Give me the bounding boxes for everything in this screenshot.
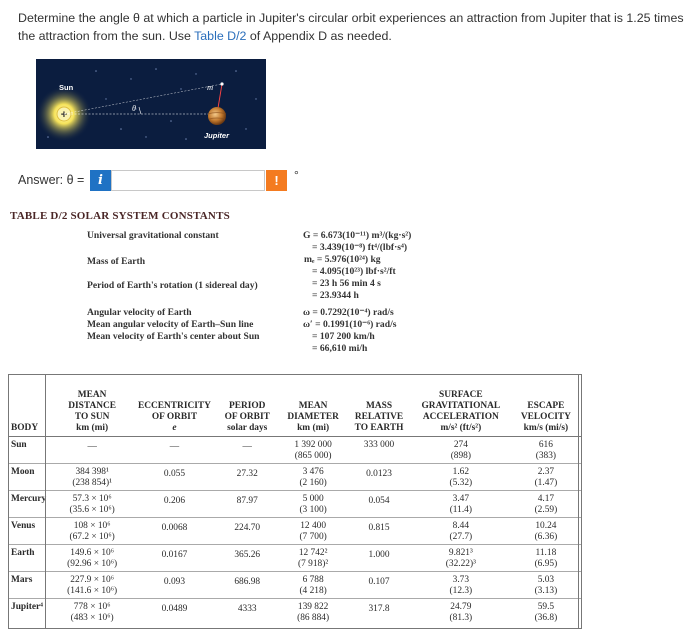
distance-cell: 227.9 × 10⁶ (141.6 × 10⁶) (51, 571, 134, 598)
distance-cell: — (87, 441, 97, 452)
table-header-row (9, 374, 581, 436)
warning-icon[interactable]: ! (266, 170, 287, 191)
diameter-cell: 12 742² (7 918)² (279, 544, 347, 571)
table-row (9, 598, 581, 625)
svg-text:+: + (60, 109, 68, 121)
constant-value: G = 6.673(10⁻¹¹) m³/(kg·s²) (303, 230, 412, 241)
header-gravity: SURFACE GRAVITATIONAL ACCELERATION m/s² (ft/s²) (411, 374, 511, 436)
constant-name: Period of Earth's rotation (1 sidereal day) (87, 280, 258, 291)
gravity-cell: 8.44 (27.7) (411, 517, 511, 544)
jupiter-label: Jupiter (204, 131, 230, 140)
particle-label: m (207, 82, 214, 92)
period-cell: 224.70 (215, 517, 279, 544)
body-name: Venus (9, 517, 51, 544)
escape-cell: 10.24 (6.36) (511, 517, 581, 544)
column-divider (578, 374, 579, 629)
eccentricity-cell: 0.0068 (134, 517, 216, 544)
diameter-cell: 6 788 (4 218) (279, 571, 347, 598)
eccentricity-cell: 0.0167 (134, 544, 216, 571)
constant-value: = 107 200 km/h (312, 331, 375, 342)
mass-cell: 317.8 (347, 598, 411, 625)
table-row (9, 463, 581, 490)
table-row (9, 571, 581, 598)
period-cell: 686.98 (215, 571, 279, 598)
escape-cell: 11.18 (6.95) (511, 544, 581, 571)
jupiter-icon (208, 107, 226, 125)
solar-system-table (9, 374, 581, 625)
constant-value: = 4.095(10²³) lbf·s²/ft (312, 266, 396, 277)
distance-cell: 108 × 10⁶ (67.2 × 10⁶) (51, 517, 134, 544)
degree-unit: ° (294, 168, 299, 182)
gravity-cell: 9.821³ (32.22)³ (411, 544, 511, 571)
body-name: Mars (9, 571, 51, 598)
mass-cell: 0.815 (347, 517, 411, 544)
constant-value: mₑ = 5.976(10²⁴) kg (304, 254, 381, 265)
gravity-cell: 3.73 (12.3) (411, 571, 511, 598)
info-icon[interactable]: i (90, 170, 111, 191)
table-row (9, 544, 581, 571)
gravity-cell: 3.47 (11.4) (411, 490, 511, 517)
eccentricity-cell: 0.055 (134, 463, 216, 490)
distance-cell: 384 398¹ (238 854)¹ (51, 463, 134, 490)
body-name: Moon (9, 463, 51, 490)
period-cell: 27.32 (215, 463, 279, 490)
header-escape: ESCAPE VELOCITY km/s (mi/s) (511, 374, 581, 436)
body-name: Mercury (9, 490, 51, 517)
orbit-figure (36, 59, 266, 149)
mass-cell: 0.0123 (347, 463, 411, 490)
diameter-cell: 139 822 (86 884) (279, 598, 347, 625)
constant-name: Angular velocity of Earth (87, 307, 192, 318)
question-text-before: Determine the angle θ at which a particle in Jupiter's circular orbit experiences an attraction from Jupiter that is 1.25 times the attraction from the sun. Use (18, 11, 684, 43)
escape-cell: 616 (383) (535, 439, 557, 461)
body-name: Jupiter⁴ (9, 598, 51, 625)
header-eccentricity: ECCENTRICITY OF ORBIT e (134, 374, 216, 436)
question-text (18, 9, 693, 45)
table-row (9, 490, 581, 517)
constant-name: Mean velocity of Earth's center about Sun (87, 331, 260, 342)
distance-cell: 778 × 10⁶ (483 × 10⁶) (51, 598, 134, 625)
eccentricity-cell: 0.206 (134, 490, 216, 517)
column-divider (45, 374, 46, 629)
angle-label: θ (132, 104, 136, 113)
mass-cell: 1.000 (347, 544, 411, 571)
header-distance: MEAN DISTANCE TO SUN km (mi) (51, 374, 134, 436)
table-row (9, 436, 581, 463)
distance-cell: 149.6 × 10⁶ (92.96 × 10⁶) (51, 544, 134, 571)
eccentricity-cell: 0.0489 (134, 598, 216, 625)
gravity-cell: 1.62 (5.32) (411, 463, 511, 490)
escape-cell: 5.03 (3.13) (511, 571, 581, 598)
constant-value: = 66,610 mi/h (312, 343, 368, 354)
constant-value: ω = 0.7292(10⁻⁴) rad/s (303, 307, 394, 318)
constant-name: Mean angular velocity of Earth–Sun line (87, 319, 254, 330)
constant-name: Universal gravitational constant (87, 230, 219, 241)
eccentricity-cell: 0.093 (134, 571, 216, 598)
period-cell: 87.97 (215, 490, 279, 517)
answer-input[interactable] (111, 170, 265, 191)
header-body: BODY (9, 374, 51, 436)
body-name: Sun (11, 439, 27, 450)
constant-name: Mass of Earth (87, 256, 146, 267)
mass-cell: 0.054 (347, 490, 411, 517)
table-row (9, 517, 581, 544)
constant-value: = 23.9344 h (312, 290, 359, 301)
question-text-after: of Appendix D as needed. (246, 29, 392, 43)
answer-label: Answer: θ = (18, 173, 85, 187)
diameter-cell: 1 392 000 (865 000) (294, 439, 332, 461)
constant-value: = 23 h 56 min 4 s (312, 278, 381, 289)
constant-value: ω′ = 0.1991(10⁻⁶) rad/s (303, 319, 397, 330)
sun-label: Sun (59, 83, 74, 92)
constant-value: = 3.439(10⁻⁸) ft⁴/(lbf·s⁴) (312, 242, 408, 253)
diameter-cell: 3 476 (2 160) (279, 463, 347, 490)
answer-row (18, 168, 698, 194)
mass-cell: 0.107 (347, 571, 411, 598)
body-name: Earth (9, 544, 51, 571)
escape-cell: 2.37 (1.47) (511, 463, 581, 490)
distance-cell: 57.3 × 10⁶ (35.6 × 10⁶) (51, 490, 134, 517)
table-d2-link[interactable]: Table D/2 (194, 29, 247, 43)
gravity-cell: 24.79 (81.3) (411, 598, 511, 625)
mass-cell: 333 000 (363, 439, 395, 450)
eccentricity-cell: — (169, 441, 180, 452)
period-cell: — (242, 441, 252, 452)
header-mass: MASS RELATIVE TO EARTH (347, 374, 411, 436)
period-cell: 4333 (215, 598, 279, 625)
period-cell: 365.26 (215, 544, 279, 571)
table-title: TABLE D/2 SOLAR SYSTEM CONSTANTS (10, 210, 230, 222)
header-diameter: MEAN DIAMETER km (mi) (279, 374, 347, 436)
gravity-cell: 274 (898) (450, 439, 471, 461)
diameter-cell: 12 400 (7 700) (279, 517, 347, 544)
escape-cell: 4.17 (2.59) (511, 490, 581, 517)
diameter-cell: 5 000 (3 100) (279, 490, 347, 517)
particle-dot (220, 82, 223, 85)
escape-cell: 59.5 (36.8) (511, 598, 581, 625)
header-period: PERIOD OF ORBIT solar days (215, 374, 279, 436)
